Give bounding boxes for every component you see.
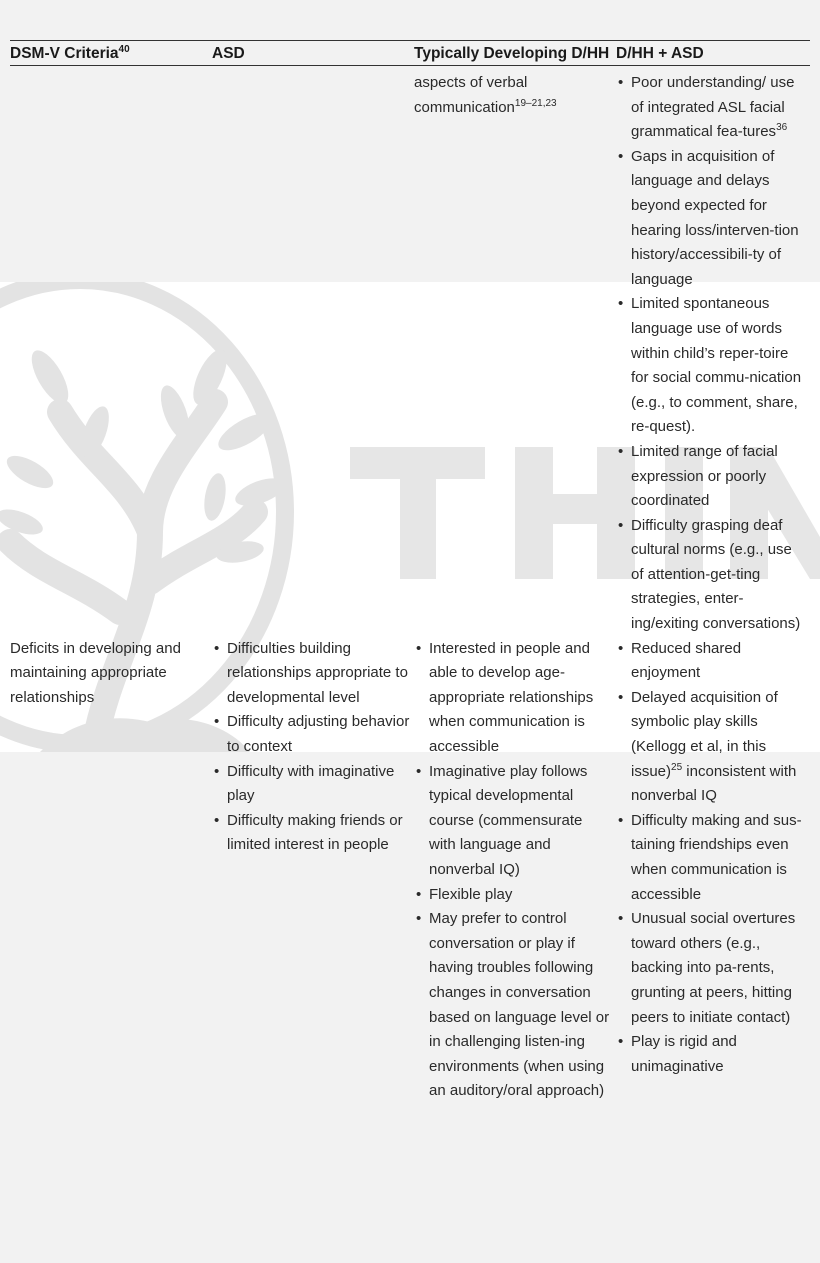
list-item: • Interested in people and able to develop age-appropriate relationships when communication is accessible (414, 637, 612, 760)
list-item: • Unusual social overtures toward others (e.g., backing into pa-rents, grunting at peers, hitting peers to initiate contact) (616, 907, 806, 1030)
list-item: • Flexible play (414, 883, 612, 908)
list-item: • Difficulty making friends or limited interest in people (212, 809, 410, 858)
cell-asd (212, 71, 414, 637)
cell-typical (414, 637, 616, 1104)
cell-criteria (10, 71, 212, 637)
list-item: • Delayed acquisition of symbolic play skills (Kellogg et al, in this issue)$^{25}$ inconsistent with nonverbal IQ (616, 686, 806, 809)
list-item: • Difficulty grasping deaf cultural norms (e.g., use of attention-get-ting strategies, enter-ing/exiting conversations) (616, 514, 806, 637)
list-item: • Difficulty adjusting behavior to context (212, 710, 410, 759)
list-item: • Limited spontaneous language use of words within child’s reper-toire for social commu-nication (e.g., to comment, share, re-quest). (616, 292, 806, 440)
header-typically-developing: Typically Developing D/HH (414, 45, 610, 62)
list-item: • Difficulty with imaginative play (212, 760, 410, 809)
cell-dhh-asd (616, 71, 810, 637)
cell-dhh-asd (616, 637, 810, 1104)
cell-typical: aspects of verbal communication$^{19-21,23}$ (414, 74, 557, 116)
header-asd: ASD (212, 45, 245, 62)
header-dsm-criteria: DSM-V Criteria$^{40}$ (10, 43, 130, 62)
list-item: • Difficulty making and sus-taining friendships even when communication is accessible (616, 809, 806, 907)
cell-criteria: Deficits in developing and maintaining appropriate relationships (10, 639, 181, 706)
table-row (10, 637, 810, 1104)
table-header-row (10, 41, 810, 65)
table-row (10, 66, 810, 637)
list-item: • Difficulties building relationships appropriate to developmental level (212, 637, 410, 711)
list-item: • Limited range of facial expression or poorly coordinated (616, 440, 806, 514)
list-item: • May prefer to control conversation or play if having troubles following changes in conversation based on language level or in challenging listen-ing environments (when using an auditory/oral approach) (414, 907, 612, 1104)
list-item: • Reduced shared enjoyment (616, 637, 806, 686)
list-item: • Poor understanding/ use of integrated ASL facial grammatical fea-tures$^{36}$ (616, 71, 806, 145)
cell-asd (212, 637, 414, 1104)
criteria-table (10, 40, 810, 1104)
list-item: • Gaps in acquisition of language and delays beyond expected for hearing loss/interven-tion history/accessibili-ty of language (616, 145, 806, 293)
list-item: • Imaginative play follows typical developmental course (commensurate with language and nonverbal IQ) (414, 760, 612, 883)
list-item: • Play is rigid and unimaginative (616, 1030, 806, 1079)
header-dhh-asd: D/HH + ASD (616, 45, 704, 62)
